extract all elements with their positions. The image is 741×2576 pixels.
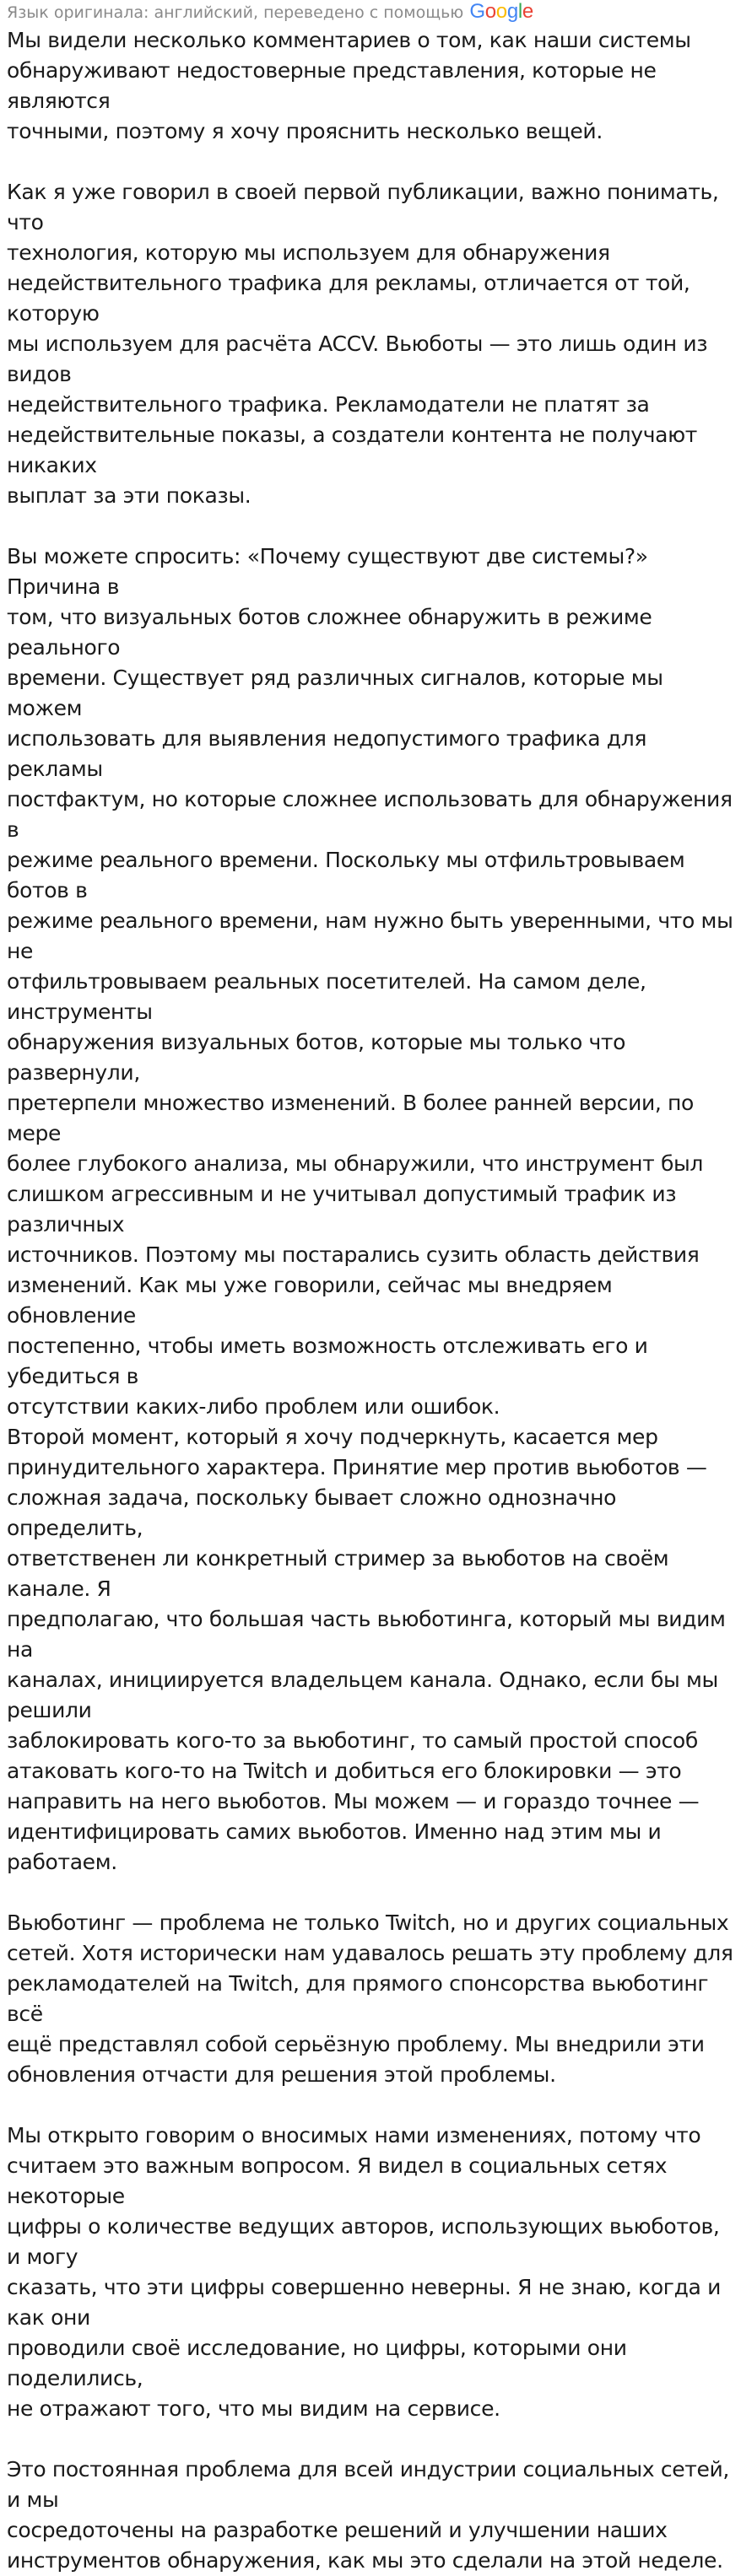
paragraph-spacer <box>7 1878 734 1908</box>
paragraph-spacer <box>7 147 734 177</box>
post-body <box>7 25 734 2576</box>
paragraph-spacer <box>7 2424 734 2455</box>
google-logo-letter: l <box>517 0 522 23</box>
paragraph-3: Вы можете спросить: «Почему существуют две системы?» Причина в том, что визуальных ботов сложнее обнаружить в режиме реального времени. Существует ряд различных сигналов, которые мы можем использовать для выявления недопустимого трафика для рекламы постфактум, но которые сложнее использовать для обнаружения в режиме реального времени. Поскольку мы отфильтровываем ботов в режиме реального времени, нам нужно быть уверенными, что мы не отфильтровываем реальных посетителей. На самом деле, инструменты обнаружения визуальных ботов, которые мы только что развернули, претерпели множество изменений. В более ранней версии, по мере более глубокого анализа, мы обнаружили, что инструмент был слишком агрессивным и не учитывал допустимый трафик из различных источников. Поэтому мы постарались сузить область действия изменений. Как мы уже говорили, сейчас мы внедряем обновление постепенно, чтобы иметь возможность отслеживать его и убедиться в отсутствии каких-либо проблем или ошибок. <box>7 544 733 1419</box>
google-logo-letter: o <box>484 0 496 23</box>
translation-notice <box>7 0 734 25</box>
google-logo-letter: g <box>506 0 518 23</box>
translation-notice-label: Язык оригинала: английский, переведено с помощью <box>7 3 464 22</box>
paragraph-spacer <box>7 2090 734 2121</box>
paragraph-2: Как я уже говорил в своей первой публикации, важно понимать, что технология, которую мы используем для обнаружения недействительного трафика для рекламы, отличается от той, которую мы используем для расчёта ACCV. Вьюботы — это лишь один из видов недействительного трафика. Рекламодатели не платят за недействительные показы, а создатели контента не получают никаких выплат за эти показы. <box>7 180 719 508</box>
paragraph-5: Вьюботинг — проблема не только Twitch, но и других социальных сетей. Хотя исторически нам удавалось решать эту проблему для рекламодателей на Twitch, для прямого спонсорства вьюботинг всё ещё представлял собой серьёзную проблему. Мы внедрили эти обновления отчасти для решения этой проблемы. <box>7 1910 733 2087</box>
google-logo-letter: G <box>469 0 485 23</box>
google-logo-letter: o <box>495 0 507 23</box>
google-logo[interactable] <box>469 2 533 22</box>
google-logo-letter: e <box>522 0 533 23</box>
paragraph-4: Второй момент, который я хочу подчеркнуть, касается мер принудительного характера. Принятие мер против вьюботов — сложная задача, поскольку бывает сложно однозначно определить, ответственен ли конкретный стример за вьюботов на своём канале. Я предполагаю, что большая часть вьюботинга, который мы видим на каналах, инициируется владельцем канала. Однако, если бы мы решили заблокировать кого-то за вьюботинг, то самый простой способ атаковать кого-то на Twitch и добиться его блокировки — это направить на него вьюботов. Мы можем — и гораздо точнее — идентифицировать самих вьюботов. Именно над этим мы и работаем. <box>7 1425 726 1874</box>
translated-post <box>7 0 734 2576</box>
paragraph-6: Мы открыто говорим о вносимых нами изменениях, потому что считаем это важным вопросом. Я видел в социальных сетях некоторые цифры о количестве ведущих авторов, использующих вьюботов, и могу сказать, что эти цифры совершенно неверны. Я не знаю, когда и как они проводили своё исследование, но цифры, которыми они поделились, не отражают того, что мы видим на сервисе. <box>7 2123 721 2421</box>
paragraph-7: Это постоянная проблема для всей индустрии социальных сетей, и мы сосредоточены на разработке решений и улучшении наших инструментов обнаружения, как мы это сделали на этой неделе. <box>7 2457 729 2573</box>
paragraph-1: Мы видели несколько комментариев о том, как наши системы обнаруживают недостоверные представления, которые не являются точными, поэтому я хочу прояснить несколько вещей. <box>7 28 691 143</box>
paragraph-spacer <box>7 511 734 542</box>
